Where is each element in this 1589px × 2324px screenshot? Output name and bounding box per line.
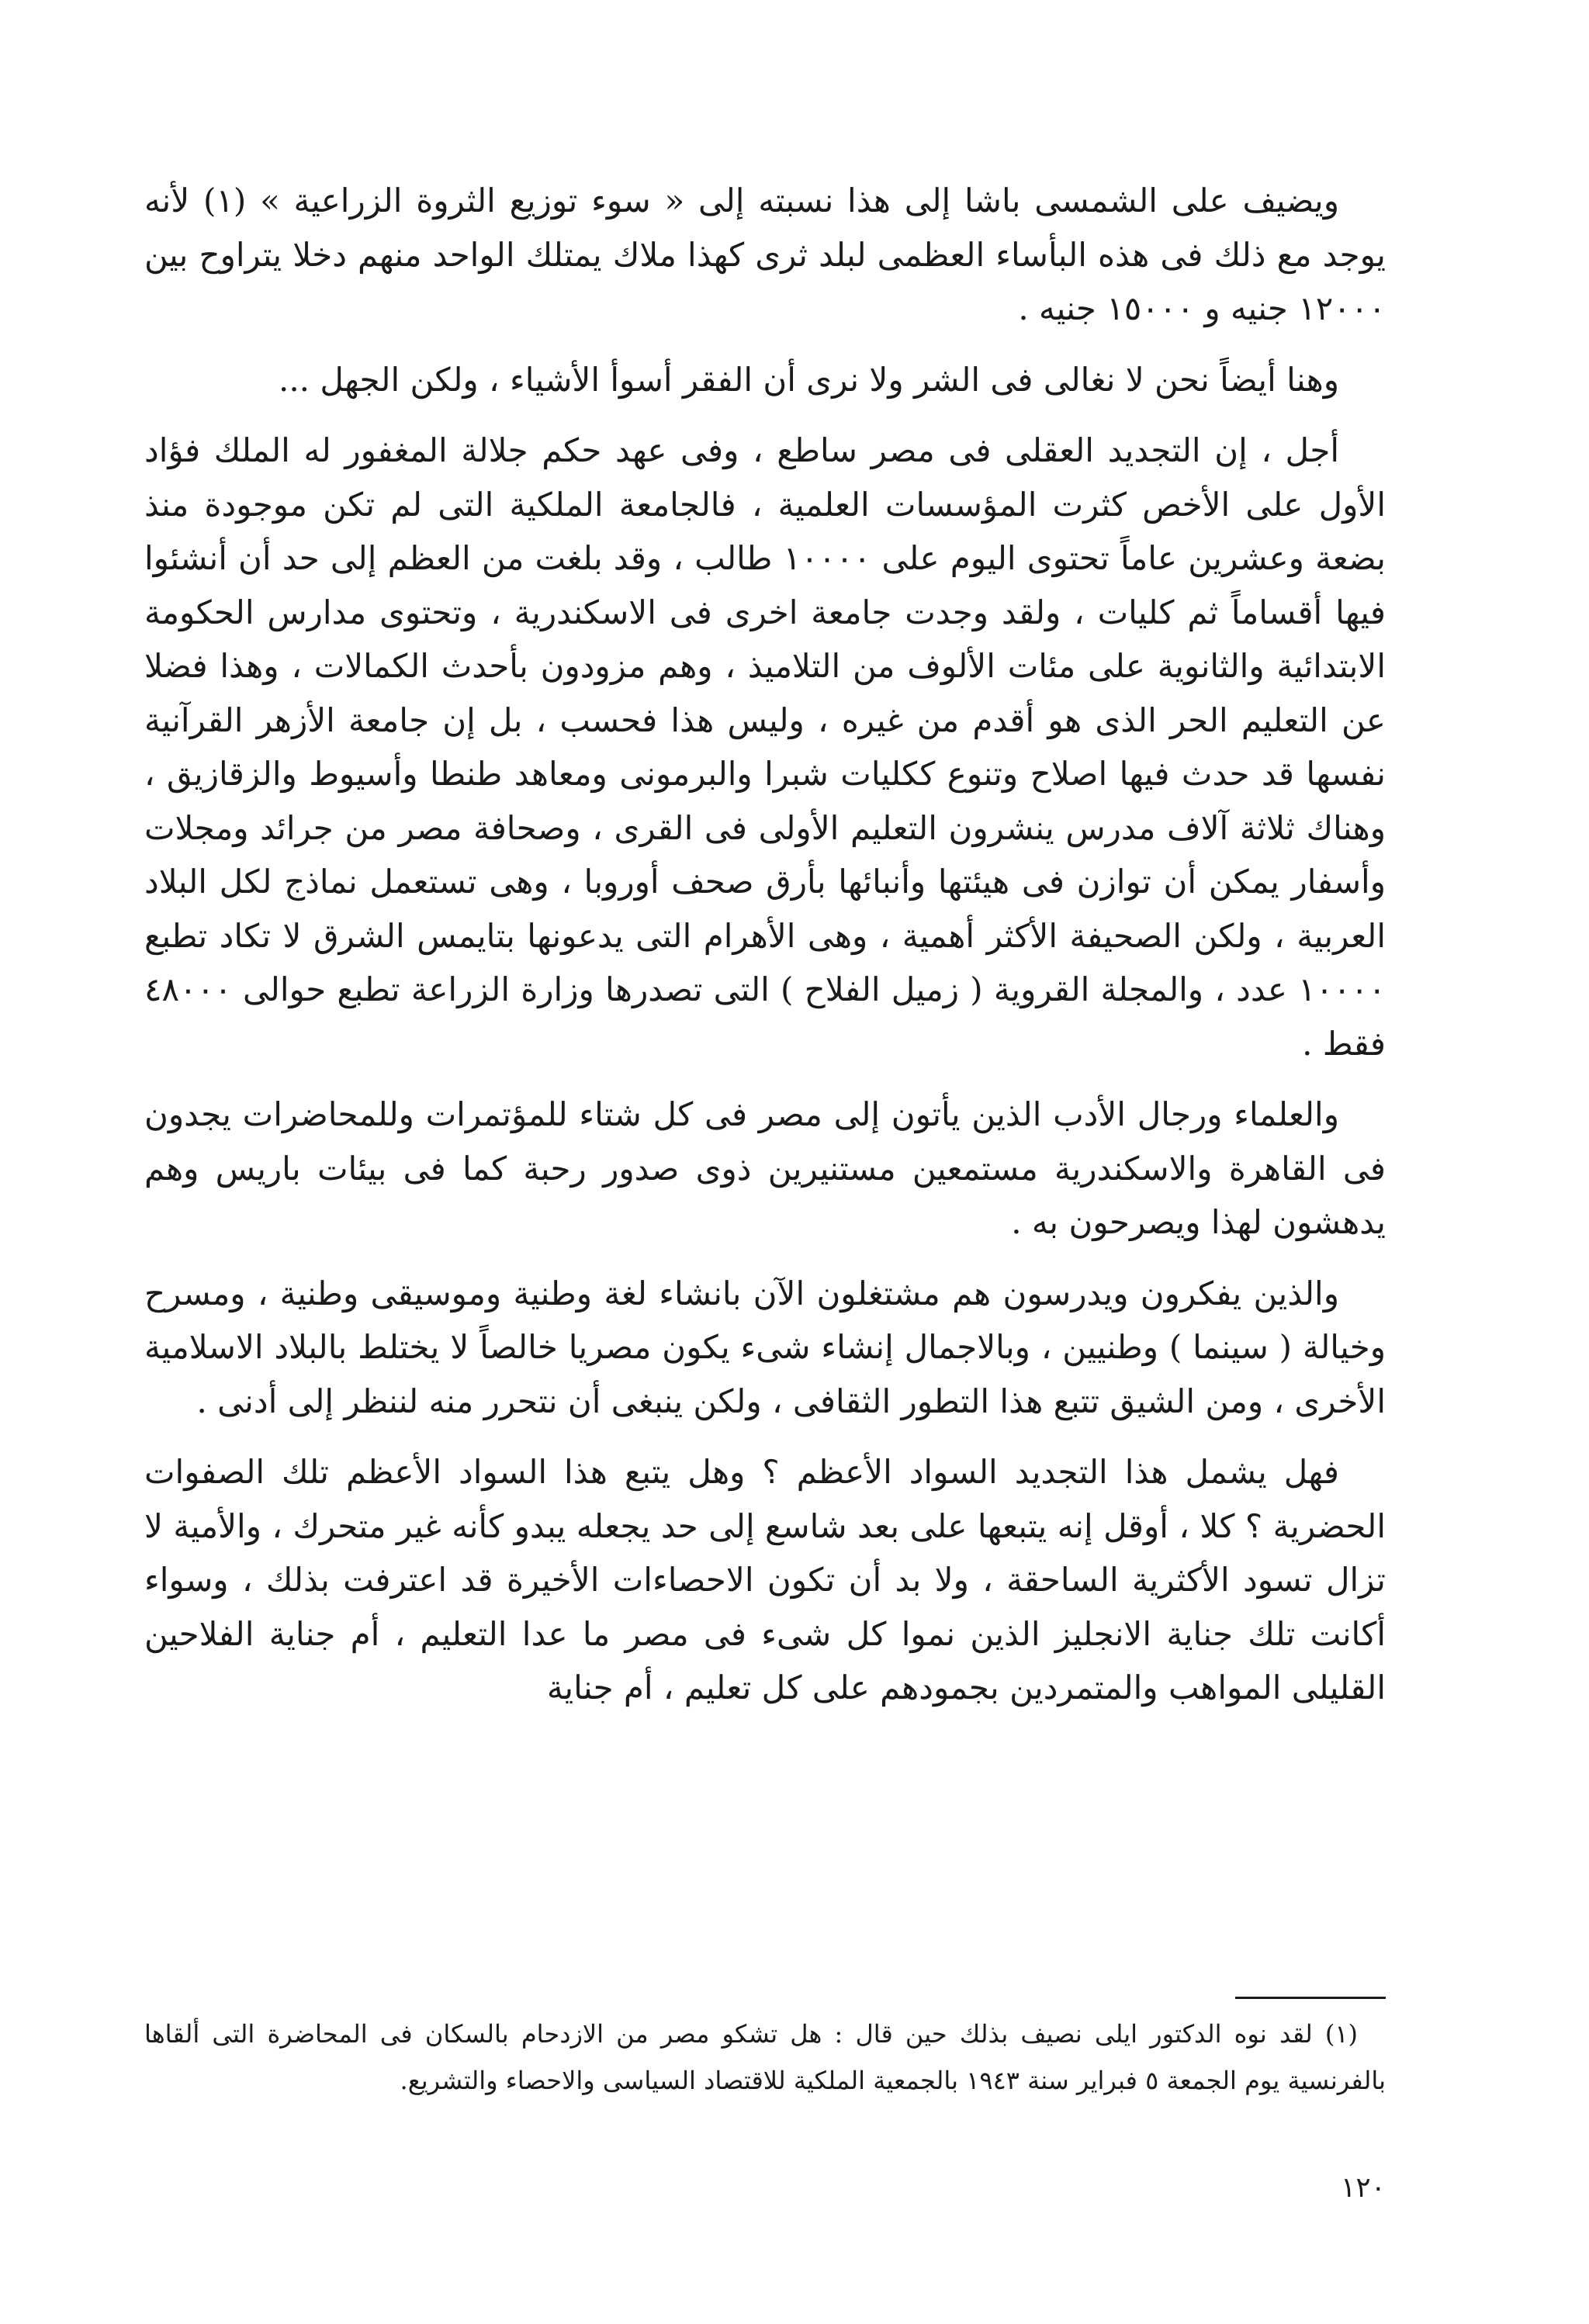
paragraph-3: أجل ، إن التجديد العقلى فى مصر ساطع ، وفى عهد حكم جلالة المغفور له الملك فؤاد الأول على الأخص كثرت المؤسسات العلمية ، فالجامعة الملكية التى لم تكن موجودة منذ بضعة وعشرين عاماً تحتوى اليوم على ١٠٠٠٠ طالب ، وقد بلغت من العظم إلى حد أن أنشئوا فيها أقساماً ثم كليات ، ولقد وجدت جامعة اخرى فى الاسكندرية ، وتحتوى مدارس الحكومة الابتدائية والثانوية على مئات الألوف من التلاميذ ، وهم مزودون بأحدث الكمالات ، وهذا فضلا عن التعليم الحر الذى هو أقدم من غيره ، وليس هذا فحسب ، بل إن جامعة الأزهر القرآنية نفسها قد حدث فيها اصلاح وتنوع ككليات شبرا والبرمونى ومعاهد طنطا وأسيوط والزقازيق ، وهناك ثلاثة آلاف مدرس ينشرون التعليم الأولى فى القرى ، وصحافة مصر من جرائد ومجلات وأسفار يمكن أن توازن فى هيئتها وأنبائها بأرق صحف أوروبا ، وهى تستعمل نماذج لكل البلاد العربية ، ولكن الصحيفة الأكثر أهمية ، وهى الأهرام التى يدعونها بتايمس الشرق لا تكاد تطبع ١٠٠٠٠ عدد ، والمجلة القروية ( زميل الفلاح ) التى تصدرها وزارة الزراعة تطبع حوالى ٤٨٠٠٠ فقط . — [144, 431, 1386, 1063]
paragraph-5: والذين يفكرون ويدرسون هم مشتغلون الآن بانشاء لغة وطنية وموسيقى وطنية ، ومسرح وخيالة ( سينما ) وطنيين ، وبالاجمال إنشاء شىء يكون مصريا خالصاً لا يختلط بالبلاد الاسلامية الأخرى ، ومن الشيق تتبع هذا التطور الثقافى ، ولكن ينبغى أن نتحرر منه لننظر إلى أدنى . — [144, 1274, 1386, 1420]
main-text — [144, 174, 1386, 1732]
paragraph-1: ويضيف على الشمسى باشا إلى هذا نسبته إلى « سوء توزيع الثروة الزراعية » (١) لأنه يوجد مع ذلك فى هذه البأساء العظمى لبلد ثرى كهذا ملاك يمتلك الواحد منهم دخلا يتراوح بين ١٢٠٠٠ جنيه و ١٥٠٠٠ جنيه . — [144, 182, 1386, 327]
paragraph-2: وهنا أيضاً نحن لا نغالى فى الشر ولا نرى أن الفقر أسوأ الأشياء ، ولكن الجهل ... — [278, 360, 1339, 399]
footnotes — [144, 2011, 1386, 2104]
footnote-1: (١) لقد نوه الدكتور ايلى نصيف بذلك حين قال : هل تشكو مصر من الازدحام بالسكان فى المحاضرة التى ألقاها بالفرنسية يوم الجمعة ٥ فبراير سنة ١٩٤٣ بالجمعية الملكية للاقتصاد السياسى والاحصاء والتشريع. — [144, 2019, 1386, 2095]
paragraph-4: والعلماء ورجال الأدب الذين يأتون إلى مصر فى كل شتاء للمؤتمرات وللمحاضرات يجدون فى القاهرة والاسكندرية مستمعين مستنيرين ذوى صدور رحبة كما فى بيئات باريس وهم يدهشون لهذا ويصرحون به . — [144, 1095, 1386, 1241]
footnote-divider — [1235, 1997, 1386, 1999]
paragraph-6: فهل يشمل هذا التجديد السواد الأعظم ؟ وهل يتبع هذا السواد الأعظم تلك الصفوات الحضرية ؟ كلا ، أوقل إنه يتبعها على بعد شاسع إلى حد يجعله يبدو كأنه غير متحرك ، والأمية لا تزال تسود الأكثرية الساحقة ، ولا بد أن تكون الاحصاءات الأخيرة قد اعترفت بذلك ، وسواء أكانت تلك جناية الانجليز الذين نموا كل شىء فى مصر ما عدا التعليم ، أم جناية الفلاحين القليلى المواهب والمتمردين بجمودهم على كل تعليم ، أم جناية — [144, 1453, 1386, 1707]
page-number: ١٢٠ — [1340, 2172, 1386, 2204]
